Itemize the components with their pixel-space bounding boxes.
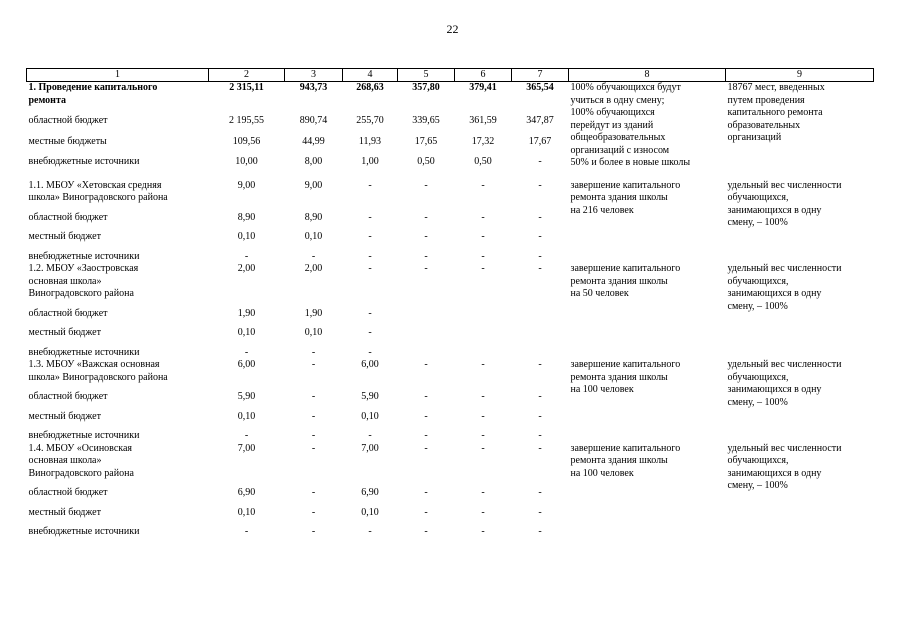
- value-cell: 17,67: [528, 135, 552, 147]
- result-cell: завершение капитального ремонта здания школы на 100 человек: [570, 359, 681, 395]
- value-cell: -: [311, 359, 316, 370]
- header-cell: 4: [343, 69, 398, 82]
- value-cell: 0,10: [361, 410, 379, 422]
- value-cell: 0,10: [361, 506, 379, 518]
- value-cell: 7,00: [361, 442, 379, 454]
- value-cell: 6,90: [237, 487, 256, 498]
- row-title: 1.3. МБОУ «Важская основная школа» Виноградовского района: [28, 359, 168, 383]
- value-cell: -: [244, 346, 249, 358]
- result-cell: завершение капитального ремонта здания школы на 216 человек: [570, 179, 681, 216]
- result-cell: завершение капитального ремонта здания школы на 50 человек: [570, 263, 681, 299]
- funding-label: местный бюджет: [28, 410, 101, 422]
- value-cell: -: [424, 506, 428, 518]
- value-cell: -: [424, 231, 428, 242]
- section-row: [27, 82, 874, 109]
- value-cell: 943,73: [299, 82, 328, 93]
- value-cell: -: [244, 526, 249, 537]
- value-cell: 0,10: [237, 231, 256, 242]
- value-cell: -: [538, 263, 542, 274]
- value-cell: 365,54: [526, 82, 554, 93]
- value-cell: -: [481, 179, 485, 191]
- value-cell: -: [368, 526, 372, 537]
- value-cell: 0,10: [237, 506, 256, 518]
- indicator-cell: удельный вес численности обучающихся, занимающихся в одну смену, – 100%: [727, 263, 842, 312]
- value-cell: 361,59: [469, 115, 497, 127]
- funding-label: местный бюджет: [28, 327, 101, 338]
- spacer-cell: [27, 170, 874, 180]
- value-cell: -: [538, 250, 542, 262]
- value-cell: -: [424, 430, 428, 441]
- funding-label: внебюджетные источники: [28, 526, 140, 537]
- value-cell: -: [538, 506, 542, 518]
- value-cell: -: [368, 211, 372, 223]
- value-cell: -: [244, 430, 249, 441]
- value-cell: -: [368, 250, 372, 262]
- value-cell: -: [368, 231, 372, 242]
- indicator-cell: удельный вес численности обучающихся, занимающихся в одну смену, – 100%: [727, 179, 842, 228]
- value-cell: -: [481, 250, 485, 262]
- value-cell: [398, 301, 455, 321]
- value-cell: -: [481, 442, 485, 454]
- value-cell: -: [311, 250, 316, 262]
- value-cell: 2 195,55: [229, 115, 264, 127]
- funding-label: местный бюджет: [28, 231, 101, 242]
- value-cell: 6,00: [361, 359, 379, 370]
- value-cell: -: [481, 263, 485, 274]
- row-title: 1.1. МБОУ «Хетовская средняя школa» Виноградовского района: [28, 179, 168, 203]
- table-body: [27, 82, 874, 539]
- header-cell: 1: [27, 69, 209, 82]
- value-cell: 379,41: [469, 82, 497, 93]
- funding-label: внебюджетные источники: [28, 430, 140, 441]
- funding-label: областной бюджет: [28, 487, 108, 498]
- value-cell: -: [481, 211, 485, 223]
- value-cell: -: [481, 359, 485, 370]
- item-row: [27, 180, 874, 205]
- value-cell: -: [311, 487, 316, 498]
- header-cell: 8: [569, 69, 726, 82]
- header-cell: 5: [398, 69, 455, 82]
- value-cell: 44,99: [302, 135, 325, 147]
- value-cell: -: [538, 487, 542, 498]
- funding-label: местный бюджет: [28, 506, 101, 518]
- header-cell: 9: [726, 69, 874, 82]
- value-cell: -: [481, 391, 485, 402]
- value-cell: -: [424, 263, 428, 274]
- value-cell: -: [424, 442, 428, 454]
- value-cell: [398, 320, 455, 340]
- value-cell: -: [481, 430, 485, 441]
- value-cell: 0,10: [237, 410, 256, 422]
- funding-label: внебюджетные источники: [28, 346, 140, 358]
- value-cell: 2 315,11: [229, 82, 264, 93]
- value-cell: 9,00: [237, 179, 256, 191]
- row-title: 1. Проведение капитального ремонта: [28, 82, 158, 106]
- value-cell: 9,00: [304, 179, 323, 191]
- header-cell: 2: [209, 69, 285, 82]
- value-cell: -: [481, 487, 485, 498]
- value-cell: -: [311, 526, 316, 537]
- value-cell: -: [311, 506, 316, 518]
- page-number: 22: [446, 22, 459, 36]
- value-cell: 6,90: [361, 487, 379, 498]
- result-cell: завершение капитального ремонта здания школы на 100 человек: [570, 442, 681, 479]
- value-cell: -: [481, 526, 485, 537]
- value-cell: -: [311, 410, 316, 422]
- indicator-cell: удельный вес численности обучающихся, занимающихся в одну смену, – 100%: [727, 359, 842, 408]
- value-cell: -: [311, 442, 316, 454]
- header-cell: 7: [512, 69, 569, 82]
- value-cell: 347,87: [526, 115, 554, 127]
- value-cell: -: [424, 359, 428, 370]
- value-cell: -: [368, 346, 372, 358]
- value-cell: -: [424, 391, 428, 402]
- funding-label: местные бюджеты: [28, 135, 107, 147]
- value-cell: 357,80: [412, 82, 440, 93]
- value-cell: [455, 301, 512, 321]
- value-cell: -: [538, 526, 542, 537]
- value-cell: [512, 340, 569, 360]
- value-cell: -: [311, 430, 316, 441]
- value-cell: -: [538, 430, 542, 441]
- value-cell: 1,90: [304, 307, 323, 319]
- value-cell: 8,90: [304, 211, 323, 223]
- value-cell: 2,00: [304, 263, 323, 274]
- value-cell: 339,65: [412, 115, 440, 127]
- value-cell: 1,90: [237, 307, 256, 319]
- value-cell: -: [538, 359, 542, 370]
- value-cell: -: [481, 231, 485, 242]
- value-cell: -: [368, 263, 372, 274]
- item-row: [27, 359, 874, 384]
- value-cell: -: [424, 250, 428, 262]
- value-cell: -: [311, 391, 316, 402]
- value-cell: -: [368, 327, 372, 338]
- value-cell: 5,90: [237, 391, 256, 402]
- value-cell: -: [538, 442, 542, 454]
- value-cell: 8,00: [304, 156, 323, 168]
- value-cell: -: [481, 410, 485, 422]
- value-cell: 10,00: [235, 156, 258, 168]
- value-cell: -: [368, 430, 372, 441]
- value-cell: -: [538, 410, 542, 422]
- value-cell: 11,93: [358, 135, 382, 147]
- value-cell: -: [538, 231, 542, 242]
- row-title: 1.2. МБОУ «Заостровская основная школа» Виноградовского района: [28, 263, 139, 299]
- value-cell: -: [538, 391, 542, 402]
- header-cell: 6: [455, 69, 512, 82]
- value-cell: 268,63: [356, 82, 384, 93]
- value-cell: -: [538, 211, 542, 223]
- funding-label: областной бюджет: [28, 391, 108, 402]
- funding-label: внебюджетные источники: [28, 156, 140, 168]
- spacer-row: [27, 170, 874, 180]
- value-cell: -: [424, 526, 428, 537]
- row-title: 1.4. МБОУ «Осиновская основная школа» Виноградовского района: [28, 442, 134, 479]
- item-row: [27, 263, 874, 301]
- value-cell: [512, 320, 569, 340]
- value-cell: [398, 340, 455, 360]
- value-cell: 6,00: [237, 359, 256, 370]
- value-cell: [512, 301, 569, 321]
- value-cell: 1,00: [361, 156, 379, 168]
- value-cell: 0,10: [304, 231, 323, 242]
- value-cell: 109,56: [232, 135, 261, 147]
- value-cell: [455, 340, 512, 360]
- value-cell: -: [368, 179, 372, 191]
- value-cell: -: [311, 346, 316, 358]
- funding-label: внебюджетные источники: [28, 250, 140, 262]
- value-cell: -: [424, 487, 428, 498]
- funding-label: областной бюджет: [28, 211, 108, 223]
- value-cell: 255,70: [356, 115, 384, 127]
- funding-label: областной бюджет: [28, 307, 108, 319]
- value-cell: 890,74: [299, 115, 328, 127]
- indicator-cell: 18767 мест, введенных путем проведения капитального ремонта образовательных организаций: [727, 82, 825, 143]
- value-cell: -: [481, 506, 485, 518]
- value-cell: -: [424, 179, 428, 191]
- value-cell: 0,10: [304, 327, 323, 338]
- funding-label: областной бюджет: [28, 115, 108, 127]
- value-cell: 0,50: [417, 156, 435, 168]
- program-table: [26, 68, 874, 539]
- item-row: [27, 443, 874, 481]
- header-cell: 3: [285, 69, 343, 82]
- value-cell: 5,90: [361, 391, 379, 402]
- value-cell: -: [538, 179, 542, 191]
- value-cell: 17,32: [471, 135, 495, 147]
- value-cell: 7,00: [237, 442, 256, 454]
- indicator-cell: удельный вес численности обучающихся, занимающихся в одну смену, – 100%: [727, 442, 842, 491]
- value-cell: 17,65: [414, 135, 438, 147]
- value-cell: -: [244, 250, 249, 262]
- value-cell: -: [424, 211, 428, 223]
- value-cell: 2,00: [237, 263, 256, 274]
- value-cell: [455, 320, 512, 340]
- result-cell: 100% обучающихся будут учиться в одну смену; 100% обучающихся перейдут из зданий общеобразовательных организаций с износом 50% и более в новые школы: [570, 82, 691, 168]
- value-cell: -: [538, 156, 542, 168]
- value-cell: 0,50: [474, 156, 492, 168]
- value-cell: 0,10: [237, 327, 256, 338]
- value-cell: -: [424, 410, 428, 422]
- value-cell: 8,90: [237, 211, 256, 223]
- table-header: [27, 69, 874, 82]
- value-cell: -: [368, 307, 372, 319]
- header-row: [27, 69, 874, 82]
